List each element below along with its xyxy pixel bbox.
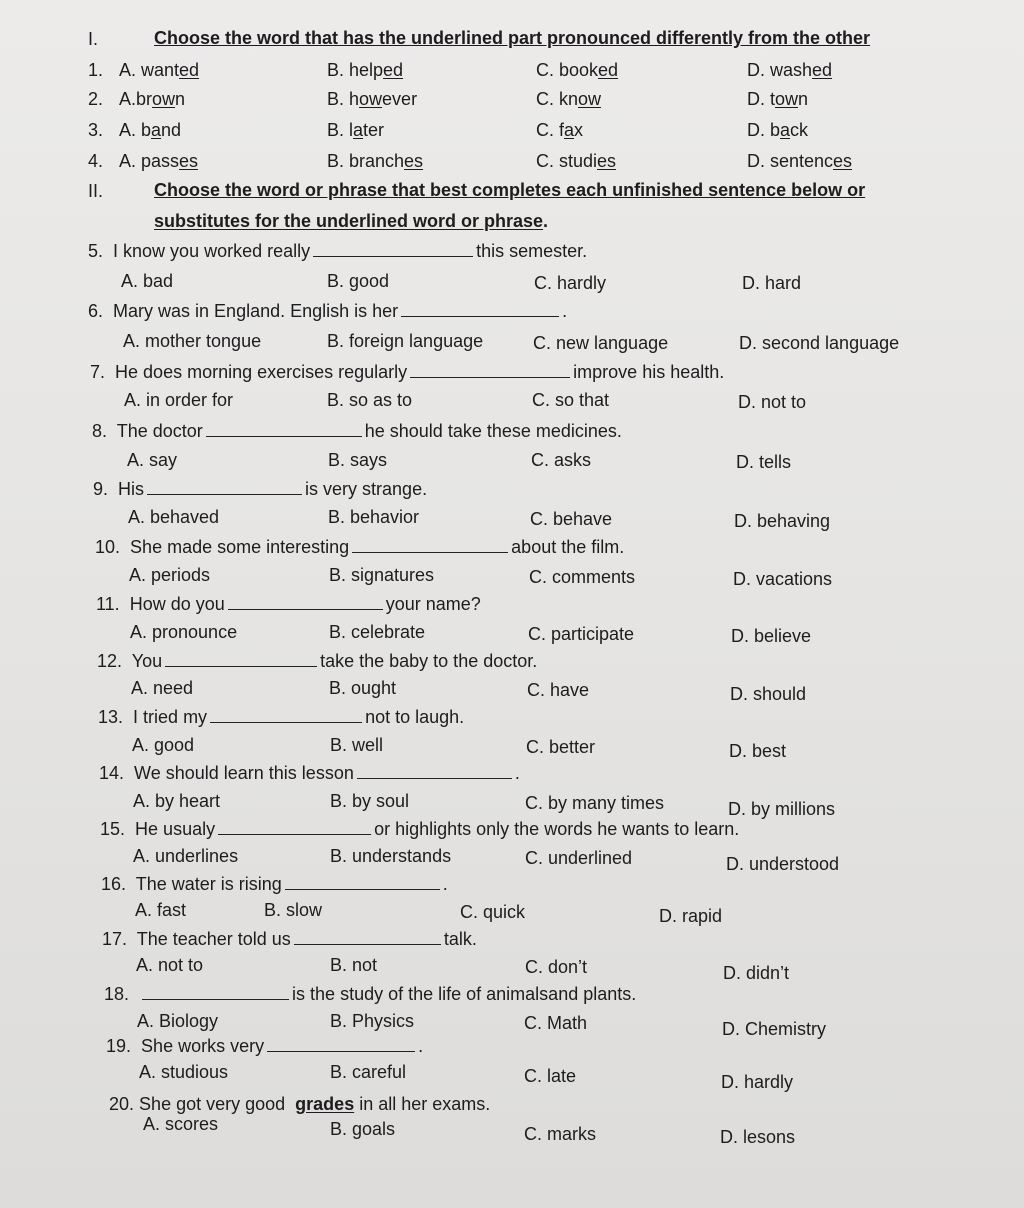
option-b[interactable]: B. well (330, 735, 384, 755)
option-a[interactable]: A. periods (129, 565, 211, 585)
option-a[interactable]: A. bad (121, 271, 174, 291)
question-stem (102, 929, 477, 950)
question-stem (88, 301, 567, 322)
option-d[interactable]: D. best (729, 741, 787, 761)
question-number: 8. (92, 421, 108, 441)
option-d[interactable]: D. behaving (734, 511, 831, 531)
option-text: D. wash (747, 60, 813, 80)
question-stem (90, 362, 724, 383)
question-text-before: The water is rising (135, 874, 282, 894)
underlined-letters: ow (578, 89, 602, 109)
option-a[interactable]: A. mother tongue (123, 331, 262, 351)
answer-blank[interactable] (410, 363, 570, 378)
question-text-before: He usualy (135, 819, 216, 839)
underlined-letters: ow (775, 89, 799, 109)
option-d[interactable]: D. tells (736, 452, 792, 472)
question-stem (98, 707, 464, 728)
answer-blank[interactable] (147, 480, 302, 495)
section-1-numeral: I. (88, 29, 99, 49)
option-b[interactable]: B. Physics (330, 1011, 415, 1031)
option-b[interactable]: B. by soul (330, 791, 410, 811)
option-text-rest: ter (363, 120, 385, 140)
question-20-option-c[interactable]: C. marks (524, 1124, 596, 1144)
option-d[interactable]: D. hard (742, 273, 802, 293)
question-number: 17. (102, 929, 128, 949)
underlined-letters: es (833, 151, 853, 171)
section-2-title-line2 (154, 211, 548, 232)
underlined-letters: es (404, 151, 424, 171)
option-b[interactable] (327, 60, 403, 81)
question-text-before: Mary was in England. English is her (113, 301, 399, 321)
question-text-after: your name? (385, 594, 481, 614)
option-text: C. book (536, 60, 599, 80)
option-c[interactable]: C. don’t (525, 957, 588, 977)
question-text-after: not to laugh. (365, 707, 465, 727)
option-a[interactable]: A. Biology (137, 1011, 219, 1031)
option-d[interactable] (747, 60, 832, 81)
option-c[interactable]: C. late (524, 1066, 577, 1086)
answer-blank[interactable] (206, 422, 362, 437)
option-b[interactable] (327, 89, 417, 110)
option-a[interactable]: A. by heart (133, 791, 221, 811)
question-text-after: . (562, 301, 568, 321)
option-d[interactable] (747, 120, 808, 141)
question-text-before: She works very (141, 1036, 265, 1056)
option-b[interactable]: B. ought (329, 678, 397, 698)
option-text: A. pass (119, 151, 180, 171)
option-d[interactable] (747, 89, 808, 110)
option-a[interactable]: A. need (131, 678, 194, 698)
question-stem (96, 594, 481, 615)
option-b[interactable]: B. celebrate (329, 622, 426, 642)
option-text-rest: n (175, 89, 186, 109)
option-d[interactable]: D. rapid (659, 906, 723, 926)
option-c[interactable]: C. hardly (534, 273, 607, 293)
option-a[interactable] (119, 60, 199, 81)
underlined-letters: ed (383, 60, 404, 80)
answer-blank[interactable] (210, 708, 362, 723)
option-b[interactable]: B. slow (264, 900, 323, 920)
question-text-after: . (442, 874, 448, 894)
answer-blank[interactable] (357, 764, 512, 779)
question-number: 9. (93, 479, 109, 499)
option-b[interactable] (327, 120, 384, 141)
question-number: 16. (101, 874, 127, 894)
option-a[interactable]: A. good (132, 735, 195, 755)
option-b[interactable]: B. understands (330, 846, 452, 866)
option-a[interactable]: A. underlines (133, 846, 239, 866)
answer-blank[interactable] (401, 302, 559, 317)
option-c[interactable]: C. comments (529, 567, 636, 587)
option-c[interactable] (536, 89, 601, 110)
answer-blank[interactable] (228, 595, 383, 610)
option-text: B. h (327, 89, 360, 109)
option-d[interactable]: D. hardly (721, 1072, 794, 1092)
question-stem (100, 819, 739, 840)
option-a[interactable] (119, 151, 198, 172)
question-stem (104, 984, 636, 1005)
option-a[interactable]: A. not to (136, 955, 204, 975)
option-b[interactable]: B. says (328, 450, 388, 470)
option-c[interactable]: C. so that (532, 390, 610, 410)
question-text-before: His (118, 479, 145, 499)
question-stem (99, 763, 520, 784)
option-c[interactable] (536, 60, 618, 81)
question-text-after: . (514, 763, 520, 783)
option-text-rest: ever (382, 89, 418, 109)
option-text-rest: ck (790, 120, 809, 140)
question-number: 18. (104, 984, 130, 1004)
question-text-after: in all her exams. (359, 1094, 491, 1114)
option-c[interactable]: C. Math (524, 1013, 588, 1033)
question-stem (106, 1036, 423, 1057)
option-d[interactable]: D. didn’t (723, 963, 790, 983)
underlined-letters: ed (598, 60, 619, 80)
question-text-before: We should learn this lesson (134, 763, 354, 783)
question-number: 14. (99, 763, 125, 783)
question-number: 4. (88, 151, 104, 171)
underlined-letters: a (151, 120, 162, 140)
option-a[interactable] (119, 89, 185, 110)
option-c[interactable]: C. participate (528, 624, 635, 644)
option-text: D. b (747, 120, 781, 140)
option-c[interactable] (536, 151, 616, 172)
question-text-before: The doctor (116, 421, 203, 441)
question-number: 15. (100, 819, 126, 839)
underlined-letters: es (597, 151, 617, 171)
option-d[interactable]: D. second language (739, 333, 900, 353)
option-text: A. b (119, 120, 152, 140)
option-a[interactable]: A. fast (135, 900, 187, 920)
question-text-after: is very strange. (305, 479, 428, 499)
question-number: 13. (98, 707, 124, 727)
option-a[interactable]: A. studious (139, 1062, 229, 1082)
question-text-before: He does morning exercises regularly (115, 362, 408, 382)
option-a[interactable] (119, 120, 181, 141)
option-d[interactable]: D. not to (738, 392, 807, 412)
answer-blank[interactable] (267, 1037, 415, 1052)
answer-blank[interactable] (313, 242, 473, 257)
question-text-after: about the film. (511, 537, 625, 557)
answer-blank[interactable] (218, 820, 371, 835)
question-number: 12. (97, 651, 123, 671)
option-c[interactable]: C. underlined (525, 848, 633, 868)
question-number: 7. (90, 362, 106, 382)
option-text: A. want (119, 60, 180, 80)
question-stem (95, 537, 624, 558)
question-number: 19. (106, 1036, 132, 1056)
question-text-after: this semester. (476, 241, 588, 261)
option-text: D. t (747, 89, 776, 109)
answer-blank[interactable] (142, 985, 289, 1000)
option-b[interactable]: B. not (330, 955, 378, 975)
option-text: B. help (327, 60, 384, 80)
question-number: 2. (88, 89, 104, 109)
option-c[interactable]: C. quick (460, 902, 526, 922)
answer-blank[interactable] (294, 930, 441, 945)
option-b[interactable]: B. good (327, 271, 390, 291)
question-text-after: take the baby to the doctor. (320, 651, 538, 671)
option-text: C. studi (536, 151, 598, 171)
option-text-rest: n (798, 89, 809, 109)
question-20-option-a[interactable]: A. scores (143, 1114, 219, 1134)
question-20-option-d[interactable]: D. lesons (720, 1127, 796, 1147)
option-text: C. f (536, 120, 565, 140)
underlined-letters: a (564, 120, 575, 140)
underlined-letters: ow (152, 89, 176, 109)
question-number: 11. (96, 594, 120, 614)
option-d[interactable]: D. should (730, 684, 807, 704)
question-stem (97, 651, 537, 672)
question-20-stem (109, 1094, 490, 1115)
underlined-letters: ed (179, 60, 200, 80)
option-b[interactable] (327, 151, 423, 172)
underlined-letters: ed (812, 60, 833, 80)
section-2-title-line1: Choose the word or phrase that best completes each unfinished sentence below or (154, 180, 866, 200)
section-1-title: Choose the word that has the underlined part pronounced differently from the other (154, 28, 871, 48)
question-text-before: You (131, 651, 163, 671)
section-2-title-line2-text: substitutes for the underlined word or phrase (154, 211, 544, 231)
question-text-before: I tried my (133, 707, 208, 727)
section-2-title-period: . (543, 211, 549, 231)
question-text-before: How do you (129, 594, 225, 614)
underlined-letters: a (353, 120, 364, 140)
underlined-word: grades (295, 1094, 355, 1114)
option-c[interactable]: C. asks (531, 450, 592, 470)
question-stem (93, 479, 427, 500)
question-text-before: She got very good (139, 1094, 286, 1114)
section-2-numeral: II. (88, 181, 104, 201)
option-c[interactable]: C. have (527, 680, 590, 700)
underlined-letters: es (179, 151, 199, 171)
option-d[interactable]: D. by millions (728, 799, 836, 819)
option-c[interactable]: C. behave (530, 509, 613, 529)
option-text: B. l (327, 120, 354, 140)
question-text-after: improve his health. (573, 362, 725, 382)
question-number: 6. (88, 301, 104, 321)
question-stem (101, 874, 448, 895)
option-d[interactable]: D. believe (731, 626, 812, 646)
option-c[interactable]: C. new language (533, 333, 669, 353)
question-number: 5. (88, 241, 104, 261)
option-c[interactable]: C. by many times (525, 793, 665, 813)
question-text-before: The teacher told us (136, 929, 291, 949)
question-number: 1. (88, 60, 104, 80)
option-b[interactable]: B. signatures (329, 565, 435, 585)
option-text: B. branch (327, 151, 405, 171)
question-number: 20. (109, 1094, 135, 1114)
underlined-letters: a (780, 120, 791, 140)
option-b[interactable]: B. behavior (328, 507, 420, 527)
answer-blank[interactable] (165, 652, 317, 667)
option-b[interactable]: B. careful (330, 1062, 407, 1082)
option-text-rest: x (574, 120, 584, 140)
option-d[interactable]: D. Chemistry (722, 1019, 827, 1039)
option-d[interactable] (747, 151, 852, 172)
question-text-after: talk. (443, 929, 477, 949)
question-number: 10. (95, 537, 121, 557)
option-a[interactable]: A. pronounce (130, 622, 238, 642)
option-d[interactable]: D. vacations (733, 569, 833, 589)
question-text-after: is the study of the life of animalsand plants. (292, 984, 637, 1004)
question-text-after: . (418, 1036, 424, 1056)
option-c[interactable]: C. better (526, 737, 596, 757)
option-a[interactable]: A. behaved (128, 507, 220, 527)
option-d[interactable]: D. understood (726, 854, 840, 874)
option-text-rest: nd (161, 120, 182, 140)
question-text-after: he should take these medicines. (364, 421, 622, 441)
option-b[interactable]: B. so as to (327, 390, 413, 410)
question-number: 3. (88, 120, 104, 140)
option-text: A.br (119, 89, 153, 109)
question-text-after: or highlights only the words he wants to learn. (374, 819, 740, 839)
option-text: D. sentenc (747, 151, 834, 171)
option-c[interactable] (536, 120, 583, 141)
question-stem (88, 241, 587, 262)
question-text-before: I know you worked really (113, 241, 311, 261)
option-a[interactable]: A. in order for (124, 390, 234, 410)
question-stem (92, 421, 622, 442)
option-a[interactable]: A. say (127, 450, 178, 470)
underlined-letters: ow (359, 89, 383, 109)
question-20-option-b[interactable]: B. goals (330, 1119, 396, 1139)
question-text-before: She made some interesting (130, 537, 350, 557)
answer-blank[interactable] (285, 875, 440, 890)
option-b[interactable]: B. foreign language (327, 331, 484, 351)
option-text: C. kn (536, 89, 579, 109)
answer-blank[interactable] (352, 538, 508, 553)
